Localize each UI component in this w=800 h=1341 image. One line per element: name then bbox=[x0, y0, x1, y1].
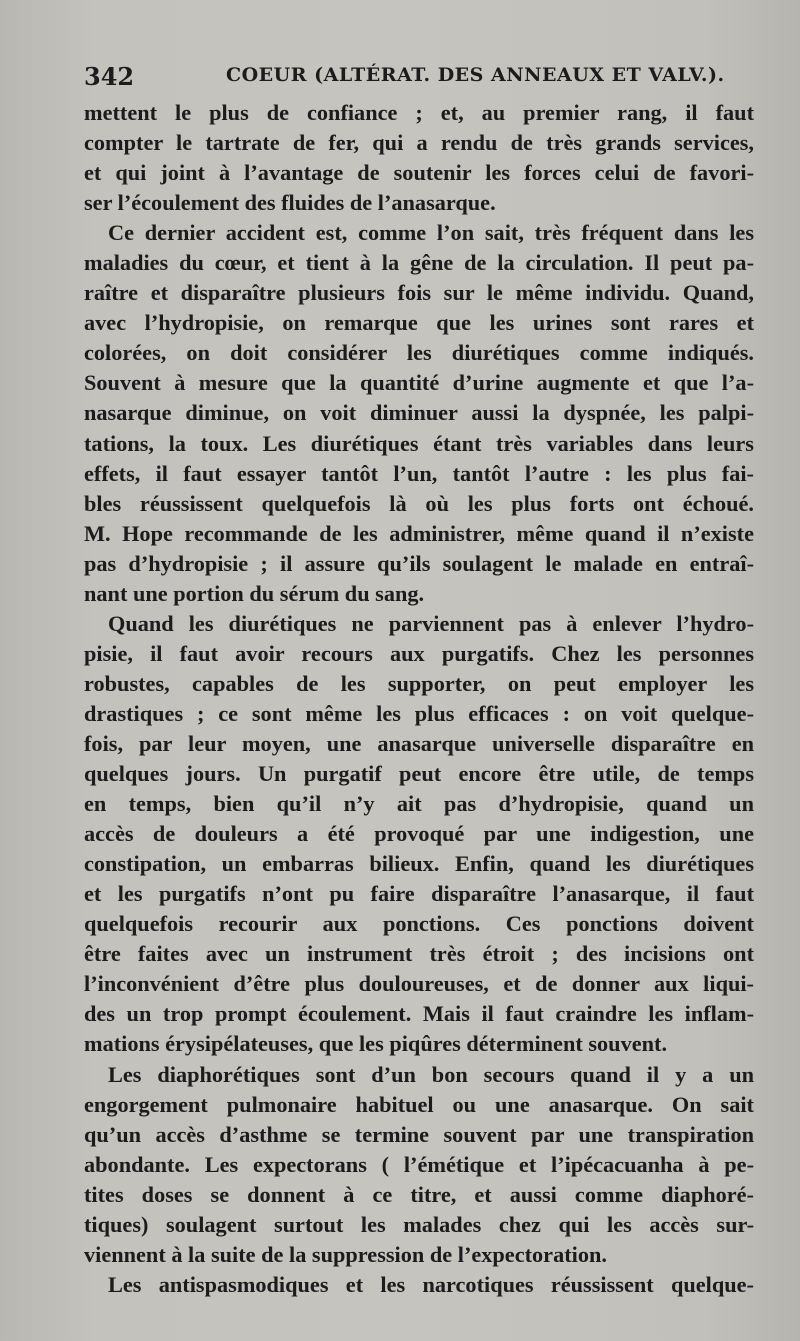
text-line: robustes, capables de les supporter, on peut employer les bbox=[84, 670, 754, 696]
text-line: et les purgatifs n’ont pu faire disparaître l’anasarque, il faut bbox=[84, 881, 754, 907]
page-number: 342 bbox=[84, 62, 135, 91]
text-line: fois, par leur moyen, une anasarque universelle disparaître en bbox=[84, 730, 754, 756]
text-line: pisie, il faut avoir recours aux purgatifs. Chez les personnes bbox=[84, 640, 754, 666]
text-line: Les antispasmodiques et les narcotiques réussissent quelque- bbox=[108, 1271, 754, 1297]
text-line: colorées, on doit considérer les diurétiques comme indiqués. bbox=[84, 340, 754, 366]
text-line: quelques jours. Un purgatif peut encore être utile, de temps bbox=[84, 761, 754, 787]
text-line: des un trop prompt écoulement. Mais il faut craindre les inflam- bbox=[84, 1001, 754, 1027]
text-line: quelquefois recourir aux ponctions. Ces ponctions doivent bbox=[84, 911, 754, 937]
text-line: nant une portion du sérum du sang. bbox=[84, 580, 425, 606]
text-line: constipation, un embarras bilieux. Enfin, quand les diurétiques bbox=[84, 851, 754, 877]
paragraph bbox=[84, 218, 754, 609]
running-head bbox=[84, 58, 754, 98]
book-page bbox=[84, 58, 754, 1300]
text-line: abondante. Les expectorans ( l’émétique et l’ipécacuanha à pe- bbox=[84, 1151, 754, 1177]
text-line: en temps, bien qu’il n’y ait pas d’hydropisie, quand un bbox=[84, 791, 754, 817]
text-line: mations érysipélateuses, que les piqûres déterminent souvent. bbox=[84, 1031, 668, 1057]
text-line: Quand les diurétiques ne parviennent pas à enlever l’hydro- bbox=[108, 610, 754, 636]
text-line: tites doses se donnent à ce titre, et aussi comme diaphoré- bbox=[84, 1181, 754, 1207]
text-line: Les diaphorétiques sont d’un bon secours quand il y a un bbox=[108, 1061, 754, 1087]
paragraph bbox=[84, 1270, 754, 1300]
text-line: et qui joint à l’avantage de soutenir les forces celui de favori- bbox=[84, 160, 754, 186]
text-line: M. Hope recommande de les administrer, même quand il n’existe bbox=[84, 520, 754, 546]
text-line: ser l’écoulement des fluides de l’anasarque. bbox=[84, 190, 496, 216]
text-line: compter le tartrate de fer, qui a rendu de très grands services, bbox=[84, 130, 754, 156]
paragraph bbox=[84, 1060, 754, 1270]
text-line: effets, il faut essayer tantôt l’un, tantôt l’autre : les plus fai- bbox=[84, 460, 754, 486]
paragraph bbox=[84, 98, 754, 218]
text-line: Ce dernier accident est, comme l’on sait, très fréquent dans les bbox=[108, 220, 754, 246]
text-line: engorgement pulmonaire habituel ou une anasarque. On sait bbox=[84, 1091, 754, 1117]
text-line: tiques) soulagent surtout les malades chez qui les accès sur- bbox=[84, 1211, 754, 1237]
text-line: l’inconvénient d’être plus douloureuses, et de donner aux liqui- bbox=[84, 971, 754, 997]
paragraph bbox=[84, 609, 754, 1060]
body-text bbox=[84, 98, 754, 1300]
text-line: viennent à la suite de la suppression de l’expectoration. bbox=[84, 1241, 607, 1267]
text-line: être faites avec un instrument très étroit ; des incisions ont bbox=[84, 941, 754, 967]
text-line: pas d’hydropisie ; il assure qu’ils soulagent le malade en entraî- bbox=[84, 550, 754, 576]
text-line: bles réussissent quelquefois là où les plus forts ont échoué. bbox=[84, 490, 754, 516]
text-line: drastiques ; ce sont même les plus efficaces : on voit quelque- bbox=[84, 700, 754, 726]
text-line: tations, la toux. Les diurétiques étant très variables dans leurs bbox=[84, 430, 754, 456]
text-line: accès de douleurs a été provoqué par une indigestion, une bbox=[84, 821, 754, 847]
text-line: nasarque diminue, on voit diminuer aussi la dyspnée, les palpi- bbox=[84, 400, 754, 426]
text-line: mettent le plus de confiance ; et, au premier rang, il faut bbox=[84, 100, 754, 125]
text-line: avec l’hydropisie, on remarque que les urines sont rares et bbox=[84, 310, 754, 336]
text-line: raître et disparaître plusieurs fois sur le même individu. Quand, bbox=[84, 280, 754, 306]
text-line: Souvent à mesure que la quantité d’urine augmente et que l’a- bbox=[84, 370, 754, 396]
running-title: COEUR (ALTÉRAT. DES ANNEAUX ET VALV.). bbox=[226, 64, 725, 86]
text-line: qu’un accès d’asthme se termine souvent par une transpiration bbox=[84, 1121, 754, 1147]
text-line: maladies du cœur, et tient à la gêne de la circulation. Il peut pa- bbox=[84, 250, 754, 276]
